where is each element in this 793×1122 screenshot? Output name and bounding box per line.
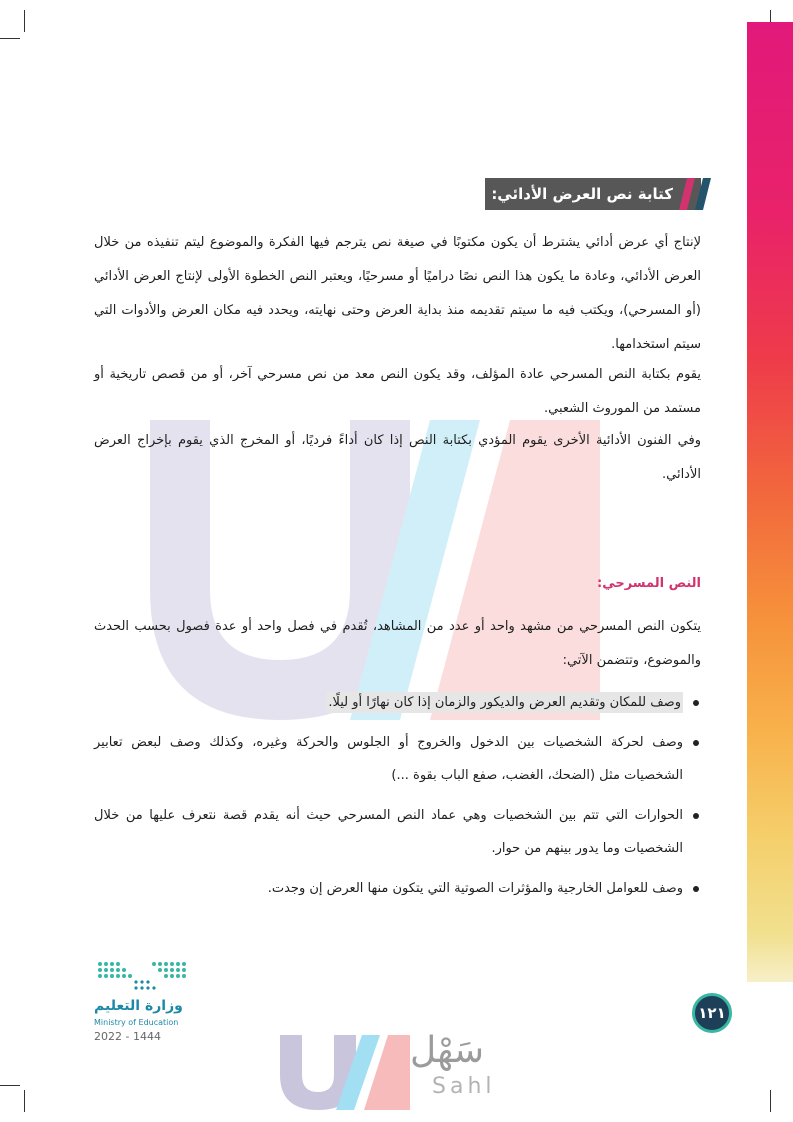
list-item: وصف لحركة الشخصيات بين الدخول والخروج أو الجلوس والحركة وغيره، وكذلك وصف لبعض تعابير الشخصيات مثل (الضحك، الغضب، صفع الباب بقوة ...) — [94, 726, 701, 792]
list-item: وصف للعوامل الخارجية والمؤثرات الصوتية التي يتكون منها العرض إن وجدت. — [94, 872, 701, 905]
section-title: كتابة نص العرض الأدائي: — [485, 178, 701, 210]
ministry-name-arabic: وزارة التعليم — [94, 998, 183, 1014]
crop-mark — [0, 38, 20, 39]
list-item: الحوارات التي تتم بين الشخصيات وهي عماد النص المسرحي حيث أنه يقدم قصة نتعرف عليها من خلال الشخصيات وما يدور بينهم من حوار. — [94, 799, 701, 865]
ministry-name-english: Ministry of Education — [94, 1018, 179, 1027]
bullet-list — [94, 686, 701, 912]
sahl-latin-text: Sahl — [432, 1074, 496, 1099]
decorative-side-bar — [747, 22, 793, 982]
crop-mark — [770, 1090, 771, 1112]
page-number: ١٢١ — [692, 993, 732, 1033]
subheading: النص المسرحي: — [597, 576, 701, 591]
paragraph-intro: لإنتاج أي عرض أدائي يشترط أن يكون مكتوبًا في صيغة نص يترجم فيها الفكرة والموضوع ليتم تنفيذه من خلال العرض الأدائي، وعادة ما يكون هذا النص نصًا دراميًا أو مسرحيًا، ويعتبر النص الخطوة الأولى لإنتاج العرض الأدائي (أو المسرحي)، ويكتب فيه ما سيتم تقديمه منذ بداية العرض وحتى نهايته، ويحدد فيه مكان العرض والأدوات التي سيتم استخدامها. — [94, 235, 701, 352]
sahl-arabic-text: سَهْل — [410, 1030, 485, 1071]
crop-mark — [24, 1090, 25, 1112]
edition-year: 2022 - 1444 — [94, 1030, 161, 1043]
paragraph-author: يقوم بكتابة النص المسرحي عادة المؤلف، وقد يكون النص معد من نص مسرحي آخر، أو من قصص تاريخية أو مستمد من الموروث الشعبي. — [94, 367, 701, 416]
paragraph-performer: وفي الفنون الأدائية الأخرى يقوم المؤدي بكتابة النص إذا كان أداءً فرديًا، أو المخرج الذي يقوم بإخراج العرض الأدائي. — [94, 433, 701, 482]
list-item: وصف للمكان وتقديم العرض والديكور والزمان إذا كان نهارًا أو ليلًا. — [94, 686, 701, 719]
crop-mark — [24, 10, 25, 32]
ministry-logo-icon — [96, 958, 188, 992]
paragraph-script-structure: يتكون النص المسرحي من مشهد واحد أو عدد من المشاهد، تُقدم في فصل واحد أو عدة فصول بحسب الحدث والموضوع، وتتضمن الآتي: — [94, 619, 701, 668]
crop-mark — [0, 1085, 20, 1086]
